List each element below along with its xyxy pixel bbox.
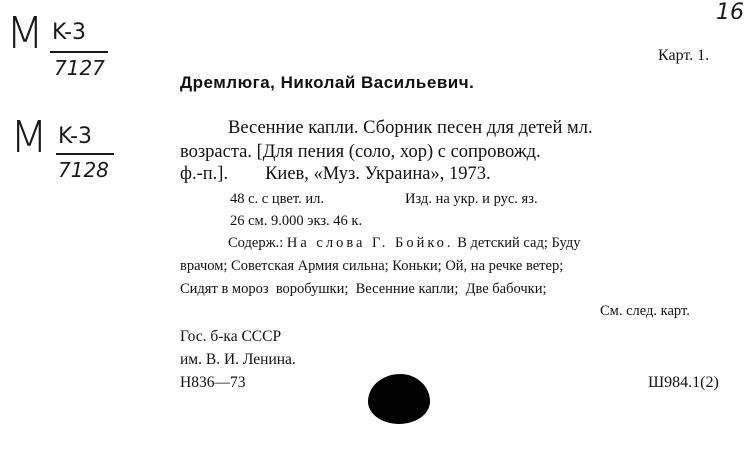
pages-description: 48 с. с цвет. ил.	[230, 191, 324, 207]
handwritten-underline-1	[50, 51, 108, 53]
classification-code: Ш984.1(2)	[648, 374, 719, 391]
title-line-1: Весенние капли. Сборник песен для детей мл.	[228, 118, 593, 138]
handwritten-shelfmark-letter-1: M	[6, 8, 42, 59]
title-line-3: ф.-п.]. Киев, «Муз. Украина», 1973.	[180, 164, 491, 184]
library-line-1: Гос. б-ка СССР	[180, 328, 282, 345]
contents-line-2: врачом; Советская Армия сильна; Коньки; Ой, на речке ветер;	[180, 258, 564, 274]
handwritten-shelfmark-number-1: 7127	[54, 56, 105, 80]
handwritten-shelfmark-number-2: 7128	[58, 158, 109, 182]
handwritten-shelfmark-code-1: K-3	[52, 20, 87, 45]
ink-blot	[368, 374, 430, 424]
contents-line-3: Сидят в мороз воробушки; Весенние капли; Две бабочки;	[180, 281, 547, 297]
handwritten-corner-number: 16	[716, 0, 744, 25]
handwritten-shelfmark-code-2: K-3	[58, 124, 93, 149]
continued-note: См. след. карт.	[600, 303, 690, 319]
handwritten-underline-2	[56, 153, 114, 155]
contents-line-1	[228, 235, 580, 252]
contents-prefix: Содерж.:	[228, 235, 287, 251]
title-line-2: возраста. [Для пения (соло, хор) с сопровожд.	[180, 142, 541, 162]
author-heading: Дремлюга, Николай Васильевич.	[180, 73, 475, 92]
library-line-2: им. В. И. Ленина.	[180, 351, 296, 368]
contents-lyricist: На слова Г. Бойко.	[286, 235, 454, 251]
size-run-price: 26 см. 9.000 экз. 46 к.	[230, 213, 363, 229]
library-line-3: Н836—73	[180, 374, 246, 391]
handwritten-shelfmark-letter-2: M	[10, 112, 46, 163]
language-note: Изд. на укр. и рус. яз.	[405, 191, 538, 207]
card-label: Карт. 1.	[658, 47, 710, 64]
contents-line-1-rest: В детский сад; Буду	[453, 235, 581, 251]
